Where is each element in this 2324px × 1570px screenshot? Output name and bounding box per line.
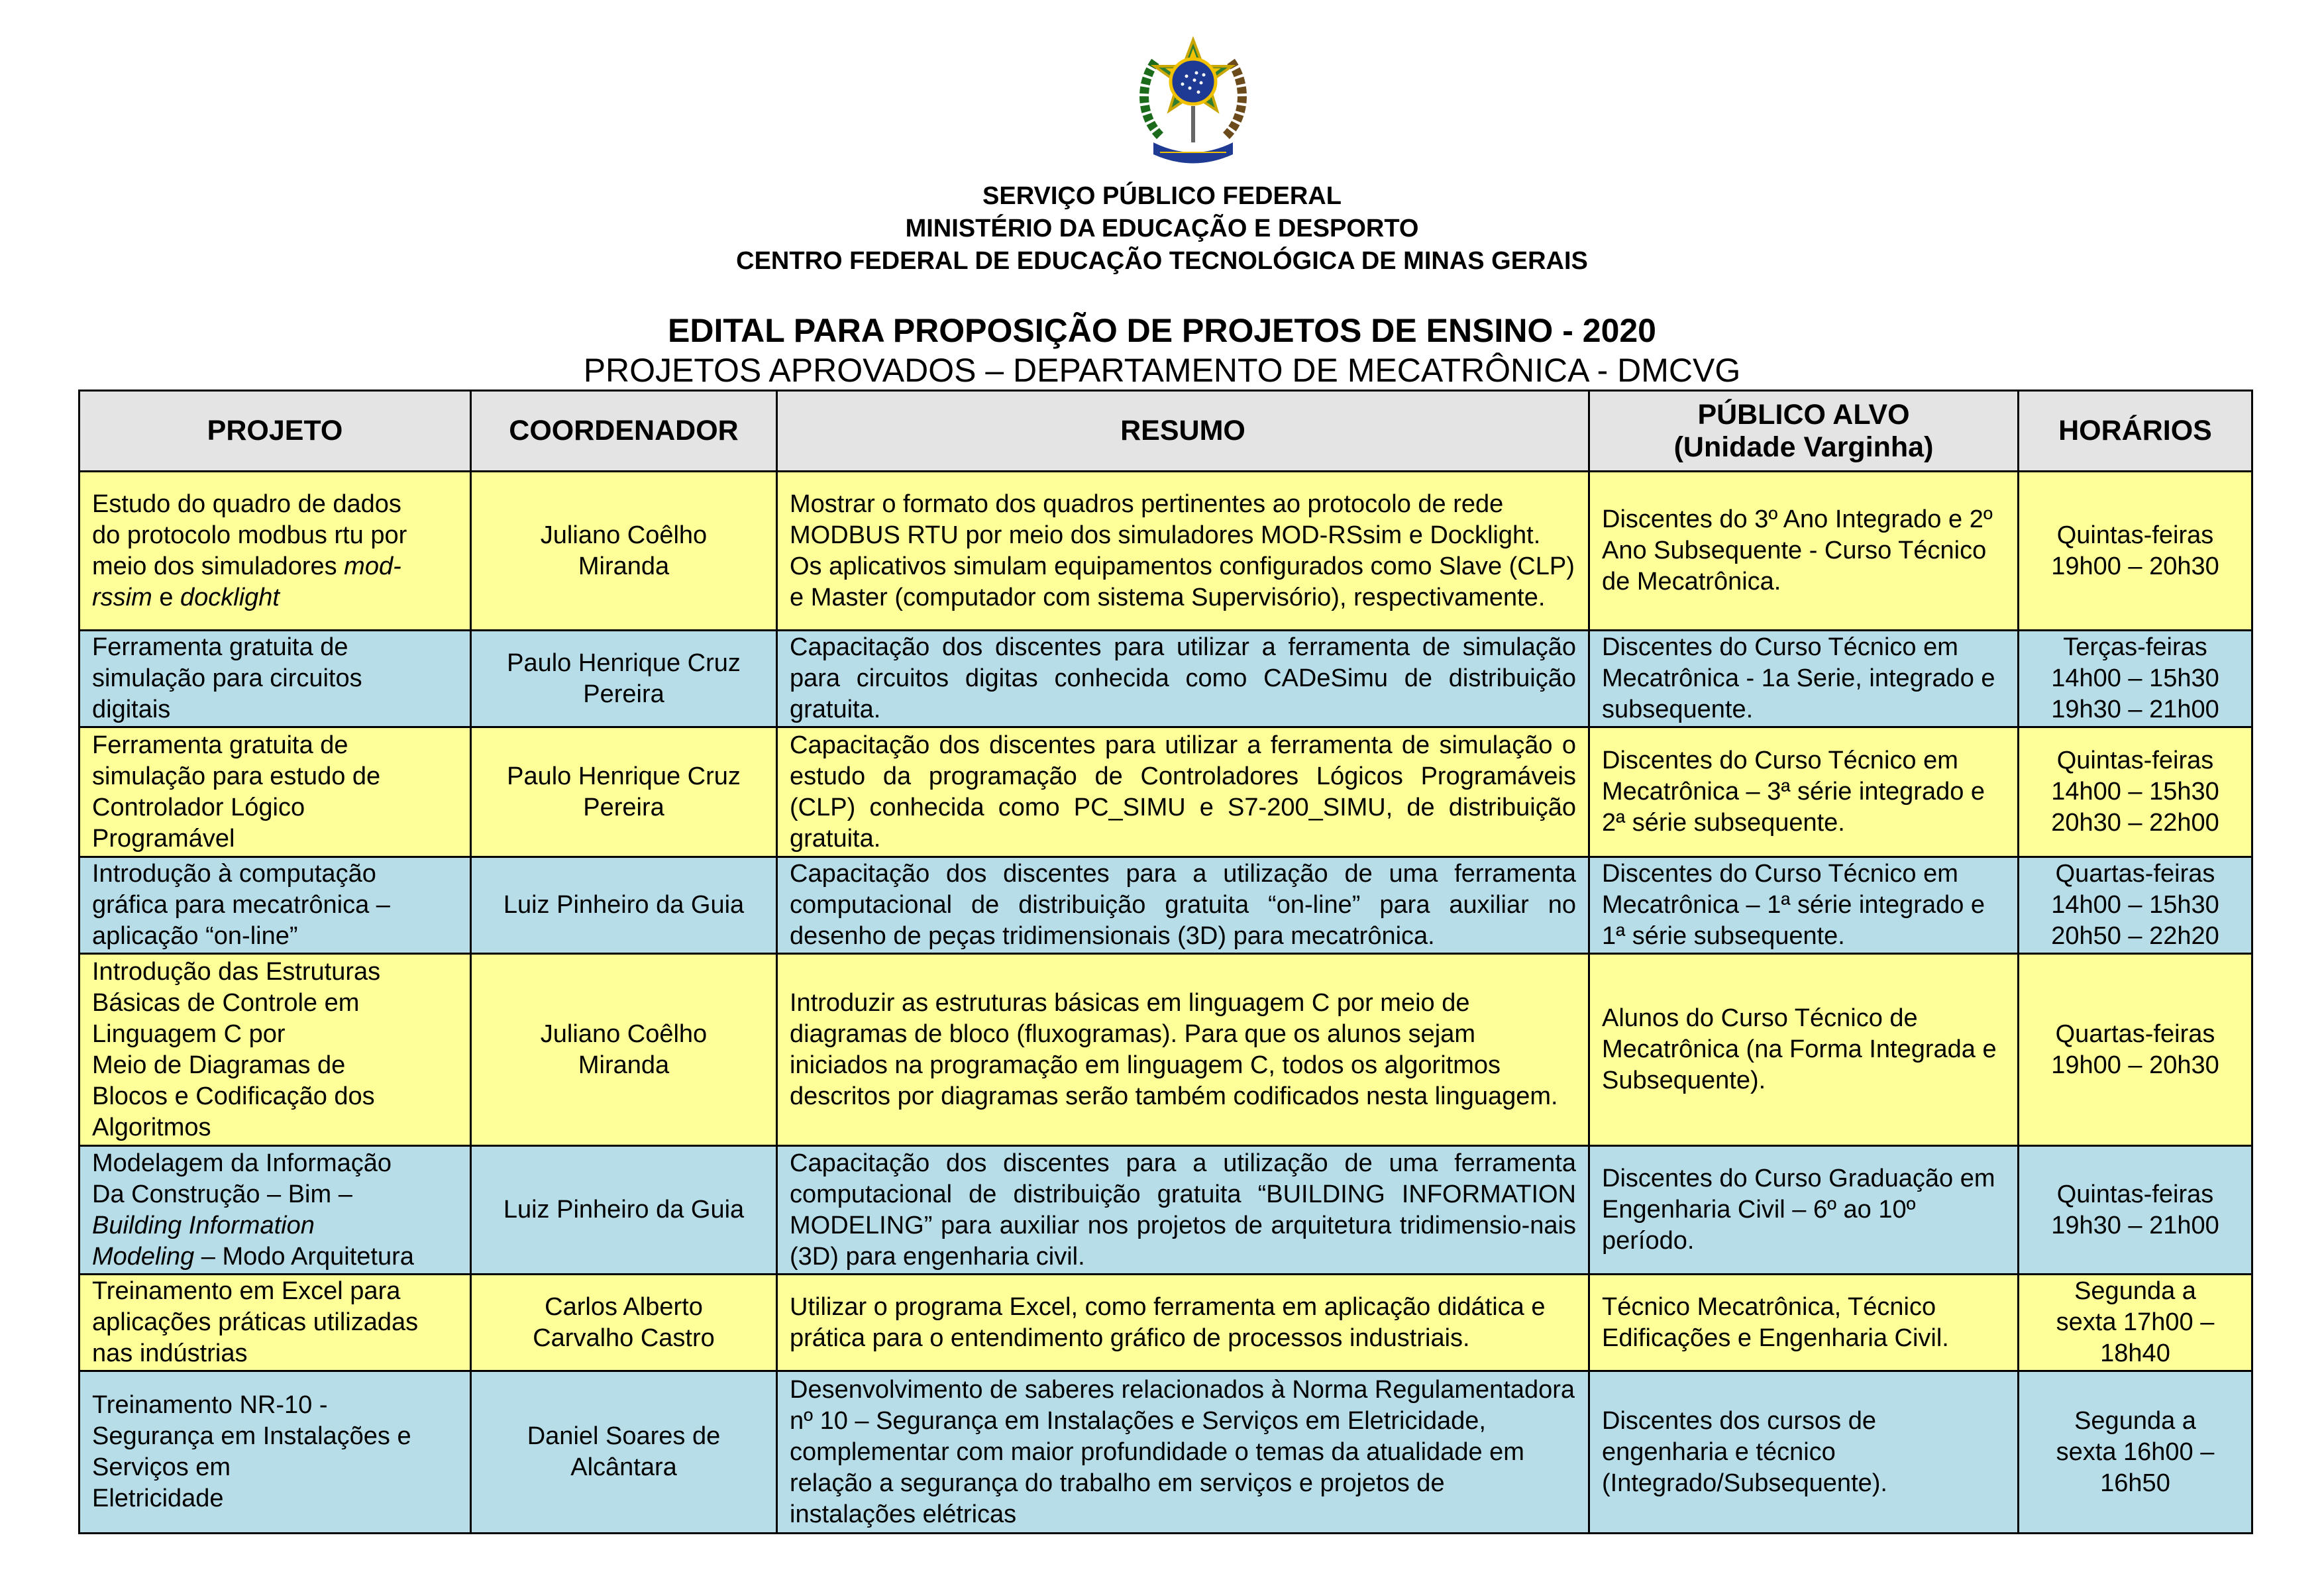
header-publico-line2: (Unidade Varginha) <box>1673 431 1934 463</box>
text-fragment: e <box>152 583 181 611</box>
text-line: Básicas de Controle em <box>92 988 360 1017</box>
text-line: Estudo do quadro de dados <box>92 490 401 518</box>
header-horarios: HORÁRIOS <box>2019 391 2252 472</box>
cell-publico-alvo: Alunos do Curso Técnico de Mecatrônica (na Forma Integrada e Subsequente). <box>1589 954 2019 1146</box>
text-line: Luiz Pinheiro da Guia <box>503 1196 745 1224</box>
header-line-servico-publico: SERVIÇO PÚBLICO FEDERAL <box>982 182 1342 210</box>
header-publico-alvo <box>1589 391 2019 472</box>
text-line <box>92 582 458 613</box>
cell-horarios <box>2019 857 2252 954</box>
text-line: Quartas-feiras <box>2055 1020 2215 1048</box>
text-line: 19h00 – 20h30 <box>2051 552 2219 580</box>
text-line: nas indústrias <box>92 1339 248 1367</box>
cell-projeto <box>79 1275 471 1371</box>
text-line: Paulo Henrique Cruz <box>507 762 741 790</box>
text-line <box>92 551 458 582</box>
text-line: Quintas-feiras <box>2056 1180 2214 1208</box>
cell-projeto <box>79 472 471 631</box>
cell-publico-alvo: Discentes do Curso Graduação em Engenharia Civil – 6º ao 10º período. <box>1589 1146 2019 1275</box>
cell-horarios <box>2019 1146 2252 1275</box>
text-line: Quartas-feiras <box>2055 860 2215 888</box>
header-resumo: RESUMO <box>777 391 1589 472</box>
text-line: Segurança em Instalações e <box>92 1422 411 1450</box>
cell-horarios <box>2019 1371 2252 1534</box>
text-line: Algoritmos <box>92 1113 211 1141</box>
text-line: sexta 16h00 – <box>2056 1438 2215 1466</box>
header-line-cefet: CENTRO FEDERAL DE EDUCAÇÃO TECNOLÓGICA DE MINAS GERAIS <box>736 247 1588 275</box>
text-line: Serviços em <box>92 1453 231 1481</box>
text-line: gráfica para mecatrônica – <box>92 891 390 919</box>
table-row <box>79 631 2252 727</box>
projects-table <box>78 390 2253 1534</box>
text-line: 19h30 – 21h00 <box>2051 1211 2219 1239</box>
table-row <box>79 954 2252 1146</box>
table-row <box>79 727 2252 857</box>
text-line: Eletricidade <box>92 1485 224 1512</box>
text-line: 18h40 <box>2100 1339 2170 1367</box>
cell-horarios <box>2019 1275 2252 1371</box>
cell-coordenador <box>471 631 777 727</box>
text-line: simulação para circuitos <box>92 664 362 692</box>
cell-publico-alvo: Discentes dos cursos de engenharia e técnico (Integrado/Subsequente). <box>1589 1371 2019 1534</box>
text-line: 14h00 – 15h30 <box>2051 778 2219 806</box>
italic-fragment: Modeling <box>92 1242 195 1271</box>
table-row <box>79 1275 2252 1371</box>
cell-coordenador <box>471 1371 777 1534</box>
text-line: Treinamento em Excel para <box>92 1277 401 1305</box>
cell-projeto <box>79 954 471 1146</box>
cell-projeto <box>79 631 471 727</box>
text-line: sexta 17h00 – <box>2056 1308 2215 1336</box>
text-line: simulação para estudo de <box>92 762 381 790</box>
text-line: Ferramenta gratuita de <box>92 731 348 759</box>
text-line: Juliano Coêlho <box>540 521 708 549</box>
document-subtitle: PROJETOS APROVADOS – DEPARTAMENTO DE MECATRÔNICA - DMCVG <box>583 352 1741 389</box>
text-line: Terças-feiras <box>2063 633 2207 661</box>
cell-horarios <box>2019 727 2252 857</box>
cell-publico-alvo: Discentes do Curso Técnico em Mecatrônica - 1a Serie, integrado e subsequente. <box>1589 631 2019 727</box>
header-line-ministerio: MINISTÉRIO DA EDUCAÇÃO E DESPORTO <box>905 215 1419 242</box>
text-line: 14h00 – 15h30 <box>2051 664 2219 692</box>
text-line: Treinamento NR-10 - <box>92 1391 328 1419</box>
text-line: Programável <box>92 824 235 853</box>
cell-resumo: Introduzir as estruturas básicas em linguagem C por meio de diagramas de bloco (fluxogramas). Para que os alunos sejam iniciados na programação em linguagem C, todos os algoritmos descritos por diagramas serão também codificados nesta linguagem. <box>777 954 1589 1146</box>
text-line: 19h30 – 21h00 <box>2051 696 2219 723</box>
cell-resumo: Capacitação dos discentes para utilizar a ferramenta de simulação o estudo da programação de Controladores Lógicos Programáveis (CLP) conhecida como PC_SIMU e S7-200_SIMU, de distribuição gratuita. <box>777 727 1589 857</box>
text-line: digitais <box>92 696 171 723</box>
text-line: Miranda <box>578 1051 670 1079</box>
header-coordenador: COORDENADOR <box>471 391 777 472</box>
cell-resumo: Capacitação dos discentes para a utilização de uma ferramenta computacional de distribuição gratuita “BUILDING INFORMATION MODELING” para auxiliar nos projetos de arquitetura tridimensio-nais (3D) para engenharia civil. <box>777 1146 1589 1275</box>
table-header-row <box>79 391 2252 472</box>
cell-publico-alvo: Discentes do Curso Técnico em Mecatrônica – 3ª série integrado e 2ª série subsequente. <box>1589 727 2019 857</box>
document-title: EDITAL PARA PROPOSIÇÃO DE PROJETOS DE ENSINO - 2020 <box>668 312 1656 349</box>
cell-projeto <box>79 1146 471 1275</box>
text-line: Carlos Alberto <box>545 1292 703 1321</box>
text-line: Miranda <box>578 552 670 580</box>
text-line: Pereira <box>583 793 664 821</box>
text-line: Segunda a <box>2074 1406 2196 1435</box>
cell-publico-alvo: Discentes do Curso Técnico em Mecatrônica – 1ª série integrado e 1ª série subsequente. <box>1589 857 2019 954</box>
header-publico-line1: PÚBLICO ALVO <box>1697 398 1910 431</box>
text-line: Blocos e Codificação dos <box>92 1082 375 1110</box>
text-line: 19h00 – 20h30 <box>2051 1051 2219 1079</box>
cell-projeto <box>79 1371 471 1534</box>
text-line: Paulo Henrique Cruz <box>507 649 741 677</box>
text-line: 16h50 <box>2100 1469 2170 1497</box>
text-line: 14h00 – 15h30 <box>2051 891 2219 919</box>
text-line: Daniel Soares de <box>527 1422 721 1450</box>
cell-coordenador <box>471 1275 777 1371</box>
italic-fragment: docklight <box>180 583 280 611</box>
text-line <box>92 1241 458 1273</box>
text-fragment: – Modo Arquitetura <box>194 1242 414 1271</box>
text-line: Carvalho Castro <box>533 1324 715 1352</box>
text-line: Alcântara <box>570 1453 677 1481</box>
cell-horarios <box>2019 954 2252 1146</box>
cell-coordenador <box>471 954 777 1146</box>
italic-line: Building Information <box>92 1211 315 1239</box>
table-row <box>79 472 2252 631</box>
cell-projeto <box>79 857 471 954</box>
text-line: Meio de Diagramas de <box>92 1051 346 1079</box>
table-row <box>79 1371 2252 1534</box>
cell-resumo: Mostrar o formato dos quadros pertinentes ao protocolo de rede MODBUS RTU por meio dos simuladores MOD-RSsim e Docklight. Os aplicativos simulam equipamentos configurados como Slave (CLP) e Master (computador com sistema Supervisório), respectivamente. <box>777 472 1589 631</box>
text-line: Quintas-feiras <box>2056 747 2214 774</box>
cell-coordenador <box>471 472 777 631</box>
header-projeto: PROJETO <box>79 391 471 472</box>
cell-projeto <box>79 727 471 857</box>
text-line: do protocolo modbus rtu por <box>92 521 407 549</box>
text-line: Controlador Lógico <box>92 793 305 821</box>
text-line: 20h50 – 22h20 <box>2051 922 2219 950</box>
text-line: Linguagem C por <box>92 1020 286 1048</box>
text-line: Segunda a <box>2074 1277 2196 1305</box>
text-line: Modelagem da Informação <box>92 1149 392 1177</box>
text-fragment: meio dos simuladores <box>92 552 344 580</box>
text-line: Pereira <box>583 680 664 708</box>
text-line: aplicação “on-line” <box>92 922 298 950</box>
text-line: Introdução das Estruturas <box>92 957 381 986</box>
cell-publico-alvo: Técnico Mecatrônica, Técnico Edificações e Engenharia Civil. <box>1589 1275 2019 1371</box>
text-line: Da Construção – Bim – <box>92 1180 352 1208</box>
cell-publico-alvo: Discentes do 3º Ano Integrado e 2º Ano Subsequente - Curso Técnico de Mecatrônica. <box>1589 472 2019 631</box>
table-row <box>79 857 2252 954</box>
text-line: Juliano Coêlho <box>540 1020 708 1048</box>
cell-coordenador <box>471 727 777 857</box>
text-line: aplicações práticas utilizadas <box>92 1308 419 1336</box>
text-line: Luiz Pinheiro da Guia <box>503 891 745 919</box>
cell-horarios <box>2019 631 2252 727</box>
italic-fragment: rssim <box>92 583 152 611</box>
cell-coordenador <box>471 1146 777 1275</box>
cell-resumo: Desenvolvimento de saberes relacionados à Norma Regulamentadora nº 10 – Segurança em Instalações e Serviços em Eletricidade, complementar com maior profundidade o temas da atualidade em relação a segurança do trabalho em serviços e projetos de instalações elétricas <box>777 1371 1589 1534</box>
brazil-coat-of-arms-icon <box>1133 36 1253 172</box>
text-line: 20h30 – 22h00 <box>2051 809 2219 837</box>
italic-fragment: mod- <box>344 552 401 580</box>
text-line: Ferramenta gratuita de <box>92 633 348 661</box>
cell-resumo: Capacitação dos discentes para utilizar a ferramenta de simulação para circuitos digitas conhecida como CADeSimu de distribuição gratuita. <box>777 631 1589 727</box>
cell-resumo: Capacitação dos discentes para a utilização de uma ferramenta computacional de distribuição gratuita “on-line” para auxiliar no desenho de peças tridimensionais (3D) para mecatrônica. <box>777 857 1589 954</box>
table-row <box>79 1146 2252 1275</box>
cell-resumo: Utilizar o programa Excel, como ferramenta em aplicação didática e prática para o entendimento gráfico de processos industriais. <box>777 1275 1589 1371</box>
cell-coordenador <box>471 857 777 954</box>
text-line: Quintas-feiras <box>2056 521 2214 549</box>
cell-horarios <box>2019 472 2252 631</box>
text-line: Introdução à computação <box>92 860 376 888</box>
